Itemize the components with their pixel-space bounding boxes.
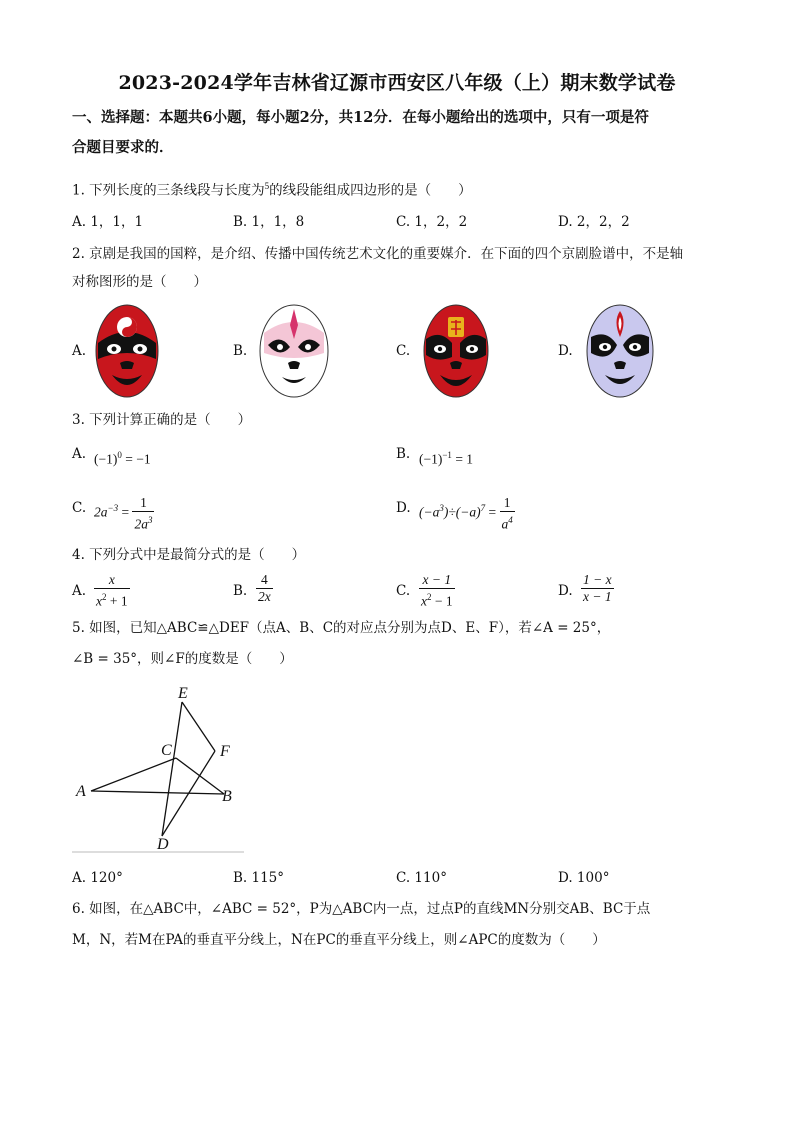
question-5-stem-line2: ∠B = 35°，则∠F的度数是（ ） (72, 651, 293, 667)
q1-stem-part-b: 的线段能组成四边形的是（ ） (269, 182, 472, 199)
q3-c-fraction (132, 495, 154, 533)
q3-d-den-base: a (501, 516, 509, 532)
point-label-f: F (220, 743, 230, 760)
question-1-stem (72, 172, 732, 205)
point-label-c: C (161, 742, 172, 759)
q1-stem-part-a: 1. 下列长度的三条线段与长度为 (72, 182, 265, 199)
question-4-stem: 4. 下列分式中是最简分式的是（ ） (72, 547, 306, 563)
q4-c-den (419, 588, 455, 610)
q4-d-num: 1 − x (583, 572, 612, 587)
segment-ef (182, 702, 215, 751)
q3-d-num: 1 (503, 494, 511, 510)
opera-mask-c-icon[interactable] (422, 303, 490, 399)
q4-option-a-label[interactable]: A. (72, 583, 87, 599)
q3-option-d-expr[interactable] (419, 488, 515, 533)
q4-d-den: x − 1 (583, 589, 612, 604)
q4-a-den-exp: 2 (102, 592, 107, 602)
q3-c-den (132, 511, 154, 533)
question-2-stem-line1: 2. 京剧是我国的国粹，是介绍、传播中国传统艺术文化的重要媒介．在下面的四个京剧脸谱中，不是轴 (72, 246, 684, 262)
q4-option-d-fraction[interactable] (581, 572, 614, 605)
q4-c-num: x − 1 (422, 572, 452, 587)
opera-mask-d-icon[interactable] (585, 303, 655, 399)
segment-ab (91, 791, 224, 794)
q5-option-d[interactable]: D. 100° (558, 870, 610, 886)
q4-a-num: x (108, 572, 115, 587)
segment-ed (162, 702, 182, 836)
section-heading-line1: 一、选择题：本题共6小题，每小题2分，共12分．在每小题给出的选项中，只有一项是符 (72, 109, 649, 126)
opera-mask-a-icon[interactable] (94, 303, 160, 399)
q5-option-c[interactable]: C. 110° (396, 870, 447, 886)
opera-mask-b-icon[interactable] (258, 303, 330, 399)
q3-d-den-exp: 4 (508, 514, 513, 525)
q1-option-a[interactable]: A. 1，1，1 (72, 214, 144, 230)
q3-b-exp: −1 (442, 450, 452, 460)
q3-b-rhs: = 1 (451, 451, 474, 467)
q3-d-lhs1: (−a (419, 504, 440, 520)
q3-c-exp: −3 (107, 503, 119, 513)
segment-ac (91, 758, 176, 791)
q4-b-den: 2x (258, 589, 271, 604)
point-label-b: B (222, 788, 232, 805)
q4-option-b-fraction[interactable] (256, 572, 273, 605)
q3-a-base: (−1) (94, 451, 118, 467)
q5-option-b[interactable]: B. 115° (233, 870, 285, 886)
q1-option-c[interactable]: C. 1，2，2 (396, 214, 468, 230)
q4-c-den-tail: − 1 (431, 593, 453, 609)
q5-option-a[interactable]: A. 120° (72, 870, 123, 886)
q3-a-rhs: = −1 (121, 451, 151, 467)
point-label-e: E (178, 685, 188, 702)
q4-a-den (94, 588, 130, 610)
q3-option-c-label[interactable]: C. (72, 500, 87, 516)
question-3-stem: 3. 下列计算正确的是（ ） (72, 412, 252, 428)
q3-option-a-expr[interactable] (94, 444, 151, 471)
question-2-stem-line2: 对称图形的是（ ） (72, 274, 207, 290)
q3-option-c-expr[interactable] (94, 488, 154, 533)
q3-c-den-base: 2a (134, 516, 148, 532)
question-5-stem-line1: 5. 如图，已知△ABC≌△DEF（点A、B、C的对应点分别为点D、E、F），若∠A = 25°， (72, 620, 611, 636)
q4-b-num: 4 (261, 572, 268, 587)
q3-c-den-exp: 3 (147, 514, 153, 525)
q3-a-exp: 0 (117, 450, 122, 460)
q2-option-c-label[interactable]: C. (396, 343, 411, 359)
section-heading-line2: 合题目要求的． (72, 139, 174, 156)
q4-a-den-tail: + 1 (106, 593, 128, 609)
q4-option-b-label[interactable]: B. (233, 583, 248, 599)
q3-d-eq: = (485, 504, 500, 520)
question-6-stem-line2: M，N，若M在PA的垂直平分线上，N在PC的垂直平分线上，则∠APC的度数为（ ） (72, 932, 606, 948)
q3-b-base: (−1) (419, 451, 443, 467)
q3-c-eq: = (118, 504, 133, 520)
q3-option-a-label[interactable]: A. (72, 446, 87, 462)
q4-option-a-fraction[interactable] (94, 572, 130, 610)
q2-option-a-label[interactable]: A. (72, 343, 87, 359)
q3-d-exp1: 3 (439, 503, 444, 513)
q3-d-exp2: 7 (480, 503, 486, 513)
q4-c-den-exp: 2 (427, 592, 432, 602)
point-label-a: A (76, 783, 86, 800)
q2-option-b-label[interactable]: B. (233, 343, 248, 359)
q3-d-mid: )÷(−a) (443, 504, 481, 520)
question-6-stem-line1: 6. 如图，在△ABC中，∠ABC = 52°，P为△ABC内一点，过点P的直线MN分别交AB、BC于点 (72, 901, 651, 917)
q3-d-fraction (500, 495, 515, 533)
q5-triangle-diagram (72, 680, 248, 856)
point-label-d: D (157, 836, 169, 853)
q4-a-den-base: x (96, 593, 102, 609)
q4-option-d-label[interactable]: D. (558, 583, 573, 599)
q1-option-b[interactable]: B. 1，1，8 (233, 214, 305, 230)
q3-c-lhs: 2a (94, 504, 108, 520)
q3-option-b-label[interactable]: B. (396, 446, 411, 462)
q1-option-d[interactable]: D. 2，2，2 (558, 214, 630, 230)
page-title: 2023-2024学年吉林省辽源市西安区八年级（上）期末数学试卷 (118, 72, 676, 94)
q3-d-den (500, 511, 515, 533)
q1-stem-number: 5 (264, 181, 270, 191)
q4-option-c-fraction[interactable] (419, 572, 455, 610)
q3-option-d-label[interactable]: D. (396, 500, 411, 516)
q3-option-b-expr[interactable] (419, 444, 473, 471)
q3-c-num: 1 (140, 494, 147, 510)
q4-c-den-base: x (421, 593, 427, 609)
q2-option-d-label[interactable]: D. (558, 343, 573, 359)
q4-option-c-label[interactable]: C. (396, 583, 411, 599)
